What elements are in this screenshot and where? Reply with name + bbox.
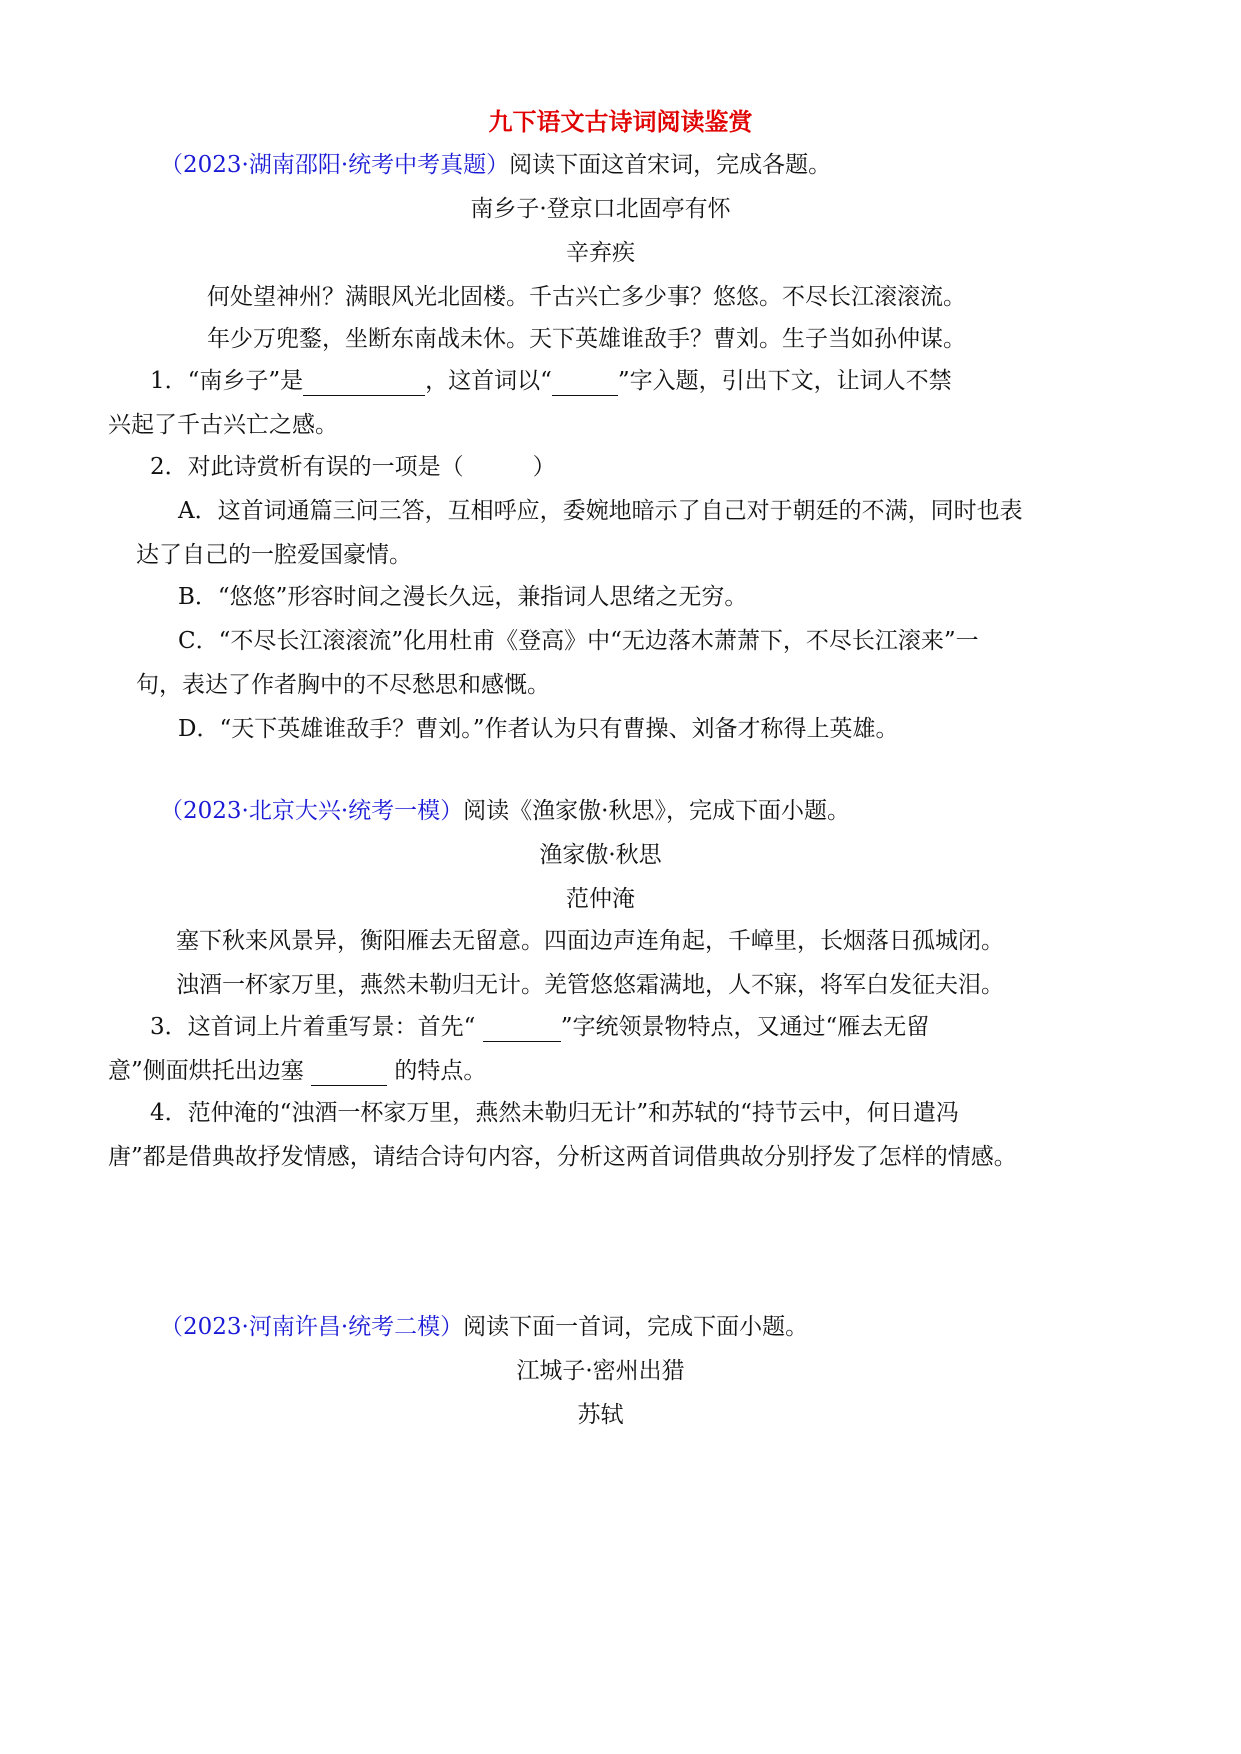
- question-3-blank-2[interactable]: [311, 1059, 387, 1086]
- poem-2-author: 范仲淹: [566, 886, 635, 912]
- question-3-blank-1[interactable]: [483, 1015, 561, 1042]
- section-1-instruction: 阅读下面这首宋词，完成各题。: [509, 152, 832, 178]
- poem-2-line-1: 塞下秋来风景异，衡阳雁去无留意。四面边声连角起，千嶂里，长烟落日孤城闭。: [176, 928, 1004, 954]
- question-3-text-d: 的特点。: [387, 1058, 487, 1084]
- option-d: D．“天下英雄谁敌手？曹刘。”作者认为只有曹操、刘备才称得上英雄。: [178, 716, 899, 742]
- question-2-stem: 2．对此诗赏析有误的一项是（ ）: [150, 454, 556, 480]
- option-a-line-2: 达了自己的一腔爱国豪情。: [136, 542, 412, 568]
- section-2-source: （2023·北京大兴·统考一模）: [160, 798, 464, 824]
- section-2-header: [160, 796, 850, 826]
- poem-2-line-2: 浊酒一杯家万里，燕然未勒归无计。羌管悠悠霜满地，人不寐，将军白发征夫泪。: [176, 972, 1004, 998]
- question-4-line-2: 唐”都是借典故抒发情感，请结合诗句内容，分析这两首词借典故分别抒发了怎样的情感。: [108, 1144, 1017, 1170]
- poem-1-line-1: 何处望神州？满眼风光北固楼。千古兴亡多少事？悠悠。不尽长江滚滚流。: [207, 284, 966, 310]
- option-c: C．“不尽长江滚滚流”化用杜甫《登高》中“无边落木萧萧下，不尽长江滚来”一: [178, 628, 979, 654]
- option-b: B．“悠悠”形容时间之漫长久远，兼指词人思绪之无穷。: [178, 584, 748, 610]
- section-3-header: [160, 1312, 808, 1342]
- question-3-text-a: 3．这首词上片着重写景：首先“: [150, 1014, 483, 1040]
- option-c-line-2: 句，表达了作者胸中的不尽愁思和感慨。: [136, 672, 550, 698]
- question-1-text-a: 1．“南乡子”是: [150, 368, 304, 394]
- poem-3-author: 苏轼: [577, 1402, 624, 1428]
- poem-1-author: 辛弃疾: [566, 240, 635, 266]
- poem-3-title: 江城子·密州出猎: [516, 1358, 685, 1384]
- question-1-text-b: ，这首词以“: [425, 368, 552, 394]
- question-1-blank-1[interactable]: [303, 369, 425, 396]
- section-2-instruction: 阅读《渔家傲·秋思》，完成下面小题。: [463, 798, 850, 824]
- question-1-line-2: 兴起了千古兴亡之感。: [108, 412, 338, 438]
- section-1-source: （2023·湖南邵阳·统考中考真题）: [160, 152, 510, 178]
- question-3-text-c: 意”侧面烘托出边塞: [108, 1058, 312, 1084]
- question-3-text-b: ”字统领景物特点，又通过“雁去无留: [560, 1014, 930, 1040]
- question-1-blank-2[interactable]: [552, 369, 618, 396]
- question-3-line-2: [108, 1056, 486, 1086]
- poem-2-title: 渔家傲·秋思: [539, 842, 662, 868]
- question-3: [150, 1012, 929, 1042]
- document-title: 九下语文古诗词阅读鉴赏: [488, 107, 753, 136]
- question-4: 4．范仲淹的“浊酒一杯家万里，燕然未勒归无计”和苏轼的“持节云中，何日遣冯: [150, 1100, 959, 1126]
- section-3-source: （2023·河南许昌·统考二模）: [160, 1314, 464, 1340]
- option-a: A．这首词通篇三问三答，互相呼应，委婉地暗示了自己对于朝廷的不满，同时也表: [178, 498, 1023, 524]
- question-1: [150, 366, 952, 396]
- section-3-instruction: 阅读下面一首词，完成下面小题。: [463, 1314, 809, 1340]
- question-1-text-c: ”字入题，引出下文，让词人不禁: [617, 368, 952, 394]
- section-1-header: [160, 150, 831, 180]
- poem-1-title: 南乡子·登京口北固亭有怀: [470, 196, 731, 222]
- poem-1-line-2: 年少万兜鍪，坐断东南战未休。天下英雄谁敌手？曹刘。生子当如孙仲谋。: [207, 326, 966, 352]
